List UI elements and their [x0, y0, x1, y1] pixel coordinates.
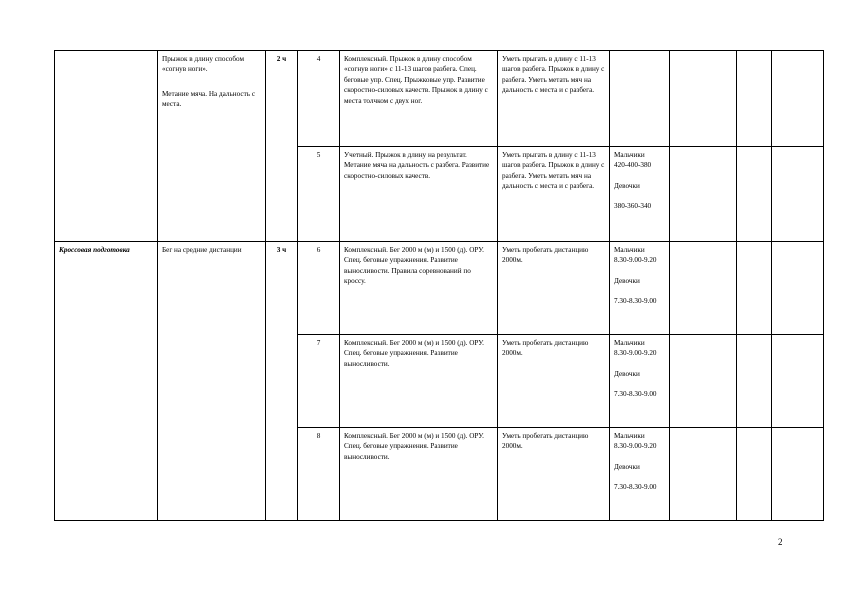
- lesson-content: Комплексный. Бег 2000 м (м) и 1500 (д). ОРУ. Спец. беговые упражнения. Развитие выносливости.: [340, 428, 498, 521]
- section-title: Кроссовая подготовка: [59, 246, 130, 254]
- norm-boys-label: Мальчики: [614, 246, 645, 254]
- section-cell: [55, 242, 158, 521]
- hours-cell: 2 ч: [266, 51, 298, 242]
- norms-cell: [610, 147, 670, 242]
- topic-cell: [158, 51, 266, 242]
- norm-boys-values: 8.30-9.00-9.20: [614, 442, 657, 451]
- empty-cell: [737, 51, 772, 147]
- norm-boys-label: Мальчики: [614, 151, 645, 159]
- section-cell: [55, 51, 158, 242]
- norm-boys-label: Мальчики: [614, 339, 645, 347]
- norms-cell: [610, 428, 670, 521]
- norm-girls-label: Девочки: [614, 276, 640, 285]
- page-number: 2: [778, 537, 783, 547]
- lesson-number: 6: [298, 242, 340, 335]
- hours-cell: 3 ч: [266, 242, 298, 521]
- topic-text-2: Метание мяча. На дальность с места.: [162, 89, 256, 109]
- empty-cell: [670, 147, 737, 242]
- norm-girls-label: Девочки: [614, 181, 640, 190]
- topic-cell: [158, 242, 266, 521]
- norm-boys-label: Мальчики: [614, 432, 645, 440]
- norm-girls-values: 7.30-8.30-9.00: [614, 483, 657, 492]
- empty-cell: [737, 335, 772, 428]
- lesson-number: 5: [298, 147, 340, 242]
- empty-cell: [772, 242, 824, 335]
- norm-boys-values: 420-400-380: [614, 161, 652, 170]
- empty-cell: [670, 335, 737, 428]
- empty-cell: [737, 428, 772, 521]
- norm-girls-values: 7.30-8.30-9.00: [614, 390, 657, 399]
- norm-girls-values: 7.30-8.30-9.00: [614, 297, 657, 306]
- lesson-content: Комплексный. Прыжок в длину способом «согнув ноги» с 11-13 шагов разбега. Спец. беговые упр. Спец. Прыжковые упр. Развитие скоростно-силовых качеств. Прыжок в длину с места толчком с двух ног.: [340, 51, 498, 147]
- topic-text: Прыжок в длину способом «согнув ноги».: [162, 55, 245, 74]
- norm-girls-values: 380-360-340: [614, 202, 652, 211]
- lesson-number: 4: [298, 51, 340, 147]
- empty-cell: [737, 147, 772, 242]
- lesson-requirements: Уметь прыгать в длину с 11-13 шагов разбега. Прыжок в длину с разбега. Уметь метать мяч на дальность с места и с разбега.: [498, 51, 610, 147]
- norm-girls-label: Девочки: [614, 369, 640, 378]
- lesson-number: 7: [298, 335, 340, 428]
- norm-boys-values: 8.30-9.00-9.20: [614, 256, 657, 265]
- lesson-requirements: Уметь пробегать дистанцию 2000м.: [498, 242, 610, 335]
- norms-cell: [610, 335, 670, 428]
- lesson-content: Комплексный. Бег 2000 м (м) и 1500 (д). ОРУ. Спец. беговые упражнения. Развитие выносливости.: [340, 335, 498, 428]
- empty-cell: [772, 147, 824, 242]
- norm-boys-values: 8.30-9.00-9.20: [614, 349, 657, 358]
- lesson-requirements: Уметь пробегать дистанцию 2000м.: [498, 428, 610, 521]
- empty-cell: [670, 428, 737, 521]
- norms-cell: [610, 242, 670, 335]
- lesson-requirements: Уметь пробегать дистанцию 2000м.: [498, 335, 610, 428]
- norms-cell: [610, 51, 670, 147]
- table-row: [55, 51, 824, 147]
- empty-cell: [772, 51, 824, 147]
- lesson-plan-table: [54, 50, 824, 521]
- lesson-content: Комплексный. Бег 2000 м (м) и 1500 (д). ОРУ. Спец. беговые упражнения. Развитие выносливости. Правила соревнований по кроссу.: [340, 242, 498, 335]
- empty-cell: [772, 428, 824, 521]
- empty-cell: [772, 335, 824, 428]
- lesson-requirements: Уметь прыгать в длину с 11-13 шагов разбега. Прыжок в длину с разбега. Уметь метать мяч на дальность с места и с разбега.: [498, 147, 610, 242]
- topic-text: Бег на средние дистанции: [162, 246, 242, 254]
- lesson-number: 8: [298, 428, 340, 521]
- empty-cell: [670, 242, 737, 335]
- empty-cell: [737, 242, 772, 335]
- norm-girls-label: Девочки: [614, 462, 640, 471]
- table-row: [55, 242, 824, 335]
- empty-cell: [670, 51, 737, 147]
- lesson-content: Учетный. Прыжок в длину на результат. Метание мяча на дальность с разбега. Развитие скоростно-силовых качеств.: [340, 147, 498, 242]
